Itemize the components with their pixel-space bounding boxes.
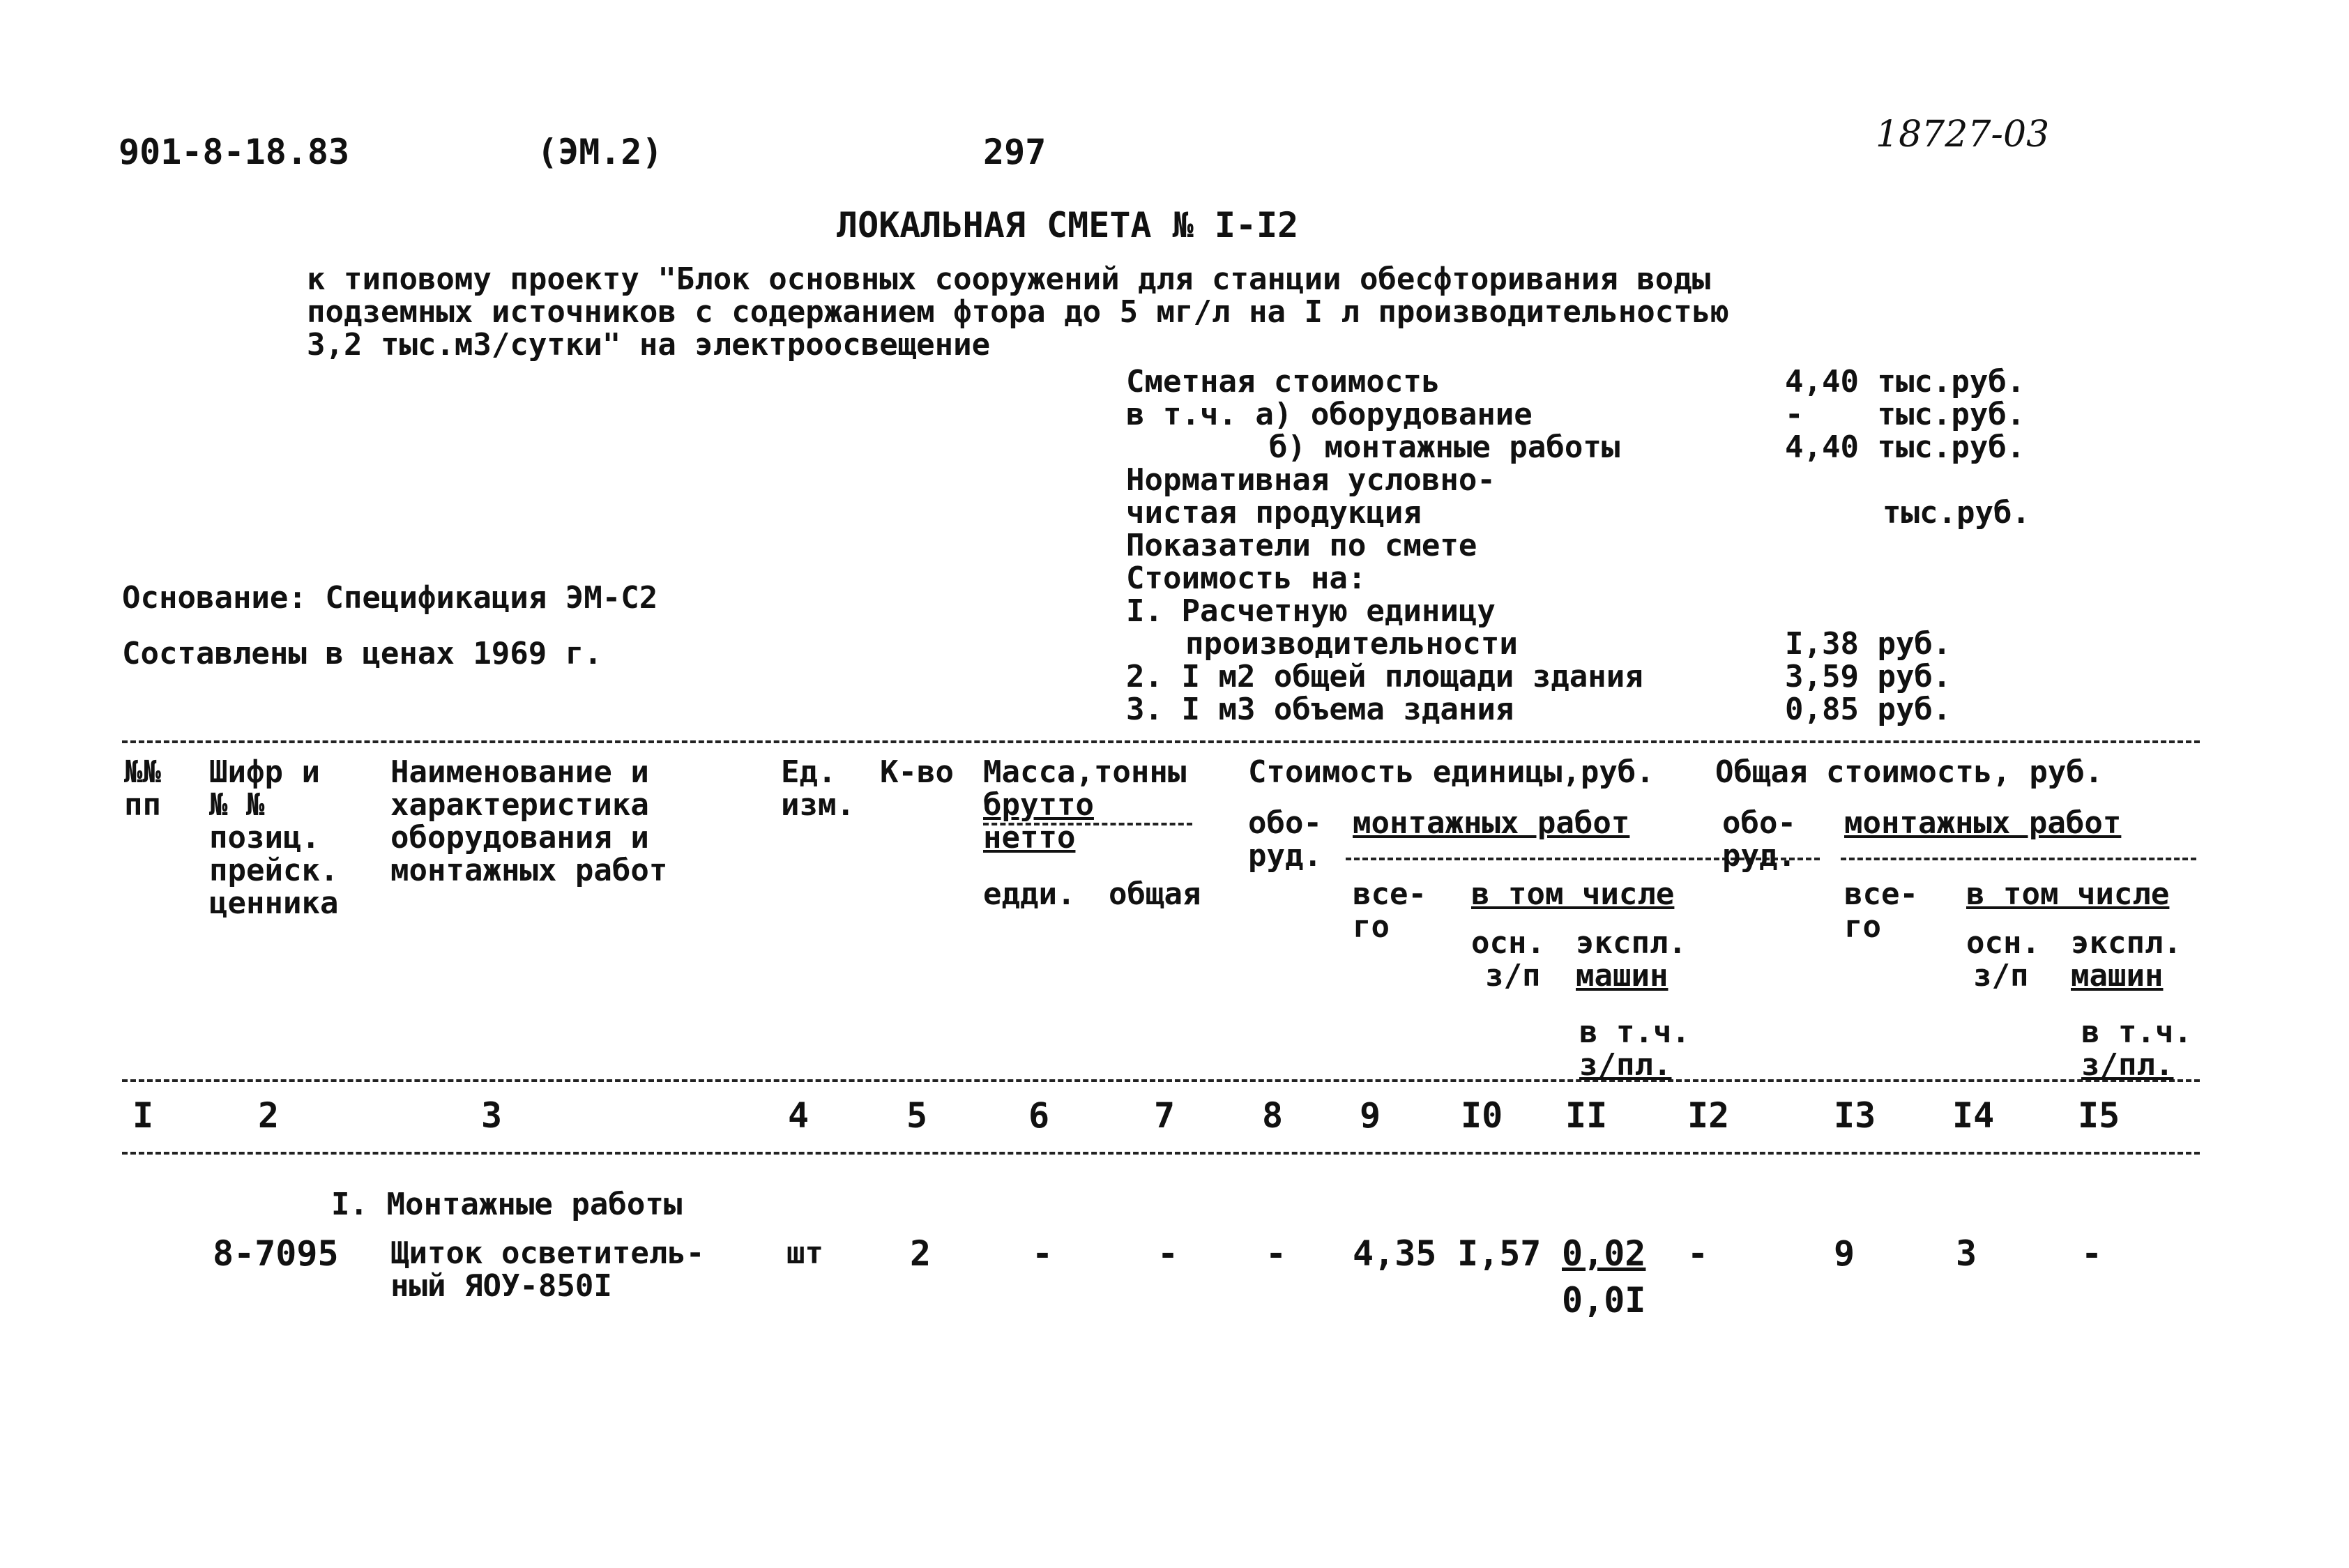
col-o-equip-h2: руд.: [1722, 838, 1796, 874]
row-install-total: 4,35: [1353, 1233, 1437, 1274]
indicators-label: Показатели по смете: [1126, 528, 1477, 563]
col-equip-h2: руд.: [1248, 838, 1322, 874]
col-wage-h1: в т.ч.: [1579, 1014, 1690, 1050]
row-mass-unit: -: [1032, 1233, 1054, 1274]
album-number: (ЭМ.2): [537, 132, 663, 172]
col-number-12: I2: [1687, 1095, 1730, 1136]
col-name-h3: оборудования и: [390, 820, 649, 855]
section-title: I. Монтажные работы: [331, 1187, 683, 1222]
col-number-6: 6: [1028, 1095, 1050, 1136]
col-number-4: 4: [788, 1095, 809, 1136]
overall-install-subrule: [1841, 858, 2196, 860]
row-mass-total: -: [1157, 1233, 1179, 1274]
col-o-wage-h1: в т.ч.: [2081, 1014, 2192, 1050]
row-exploit-wage: 0,0I: [1562, 1280, 1646, 1320]
row-name-2: ный ЯОУ-850I: [390, 1268, 612, 1304]
col-mass-netto: нетто: [983, 820, 1076, 855]
row-unit: шт: [786, 1235, 823, 1271]
cost-on-label: Стоимость на:: [1126, 561, 1367, 596]
col-o-total-h2: го: [1844, 909, 1881, 945]
col-wage-h2: з/пл.: [1579, 1047, 1672, 1083]
row-equip-unit: -: [1265, 1233, 1287, 1274]
installation-value: 4,40 тыс.руб.: [1785, 429, 2025, 465]
row-overall-exploit: -: [2081, 1233, 2103, 1274]
normative-label-1: Нормативная условно-: [1126, 462, 1496, 498]
indicator-1-label-b: производительности: [1185, 626, 1518, 662]
col-incl-h: в том числе: [1471, 876, 1675, 912]
col-number-7: 7: [1154, 1095, 1176, 1136]
col-name-h1: Наименование и: [390, 754, 649, 790]
intro-line-1: к типовому проекту "Блок основных сооружений для станции обесфторивания воды: [307, 261, 1711, 297]
col-unit-h2: изм.: [781, 787, 855, 823]
intro-line-3: 3,2 тыс.м3/сутки" на электроосвещение: [307, 327, 991, 363]
col-equip-h1: обо-: [1248, 805, 1322, 841]
installation-label: б) монтажные работы: [1269, 429, 1620, 465]
col-number-5: 5: [906, 1095, 928, 1136]
col-code-h1: Шифр и: [209, 754, 320, 790]
col-number-14: I4: [1952, 1095, 1995, 1136]
col-o-exploit-h2: машин: [2071, 958, 2164, 994]
document-code: 901-8-18.83: [119, 132, 350, 172]
col-o-wage-h2: з/пл.: [2081, 1047, 2174, 1083]
col-base-h1: осн.: [1471, 925, 1545, 961]
indicator-2-label: 2. I м2 общей площади здания: [1126, 659, 1643, 694]
col-o-incl-h: в том числе: [1966, 876, 2170, 912]
col-num-h2: пп: [124, 787, 161, 823]
col-o-base-h1: осн.: [1966, 925, 2040, 961]
page-number: 297: [983, 132, 1047, 172]
col-name-h4: монтажных работ: [390, 853, 668, 888]
col-mass-brutto: брутто: [983, 787, 1094, 823]
basis-line-1: Основание: Спецификация ЭМ-С2: [122, 580, 658, 616]
normative-label-2: чистая продукция: [1126, 495, 1422, 531]
estimated-cost-label: Сметная стоимость: [1126, 364, 1440, 399]
col-total-h1: все-: [1353, 876, 1427, 912]
col-exploit-h2: машин: [1576, 958, 1668, 994]
page-title: ЛОКАЛЬНАЯ СМЕТА № I-I2: [837, 205, 1299, 245]
col-exploit-h1: экспл.: [1576, 925, 1687, 961]
col-unit-cost-h: Стоимость единицы,руб.: [1248, 754, 1655, 790]
table-header-rule: [122, 1079, 2200, 1082]
col-number-8: 8: [1262, 1095, 1284, 1136]
col-base-h2: з/п: [1485, 958, 1541, 994]
col-o-exploit-h1: экспл.: [2071, 925, 2182, 961]
basis-line-2: Составлены в ценах 1969 г.: [122, 636, 602, 671]
indicator-3-value: 0,85 руб.: [1785, 692, 1952, 727]
col-number-11: II: [1565, 1095, 1608, 1136]
row-overall-base: 3: [1956, 1233, 1977, 1274]
row-overall-total: 9: [1834, 1233, 1855, 1274]
col-number-2: 2: [258, 1095, 280, 1136]
indicator-1-label-a: I. Расчетную единицу: [1126, 593, 1496, 629]
col-code-h5: ценника: [209, 885, 339, 921]
col-total-h2: го: [1353, 909, 1390, 945]
col-mass-total: общая: [1109, 876, 1201, 912]
col-number-13: I3: [1834, 1095, 1876, 1136]
col-number-10: I0: [1461, 1095, 1503, 1136]
row-qty: 2: [910, 1233, 932, 1274]
col-name-h2: характеристика: [390, 787, 649, 823]
col-number-15: I5: [2078, 1095, 2120, 1136]
col-o-equip-h1: обо-: [1722, 805, 1796, 841]
equipment-value: - тыс.руб.: [1785, 397, 2025, 432]
col-num-h1: №№: [124, 754, 161, 790]
indicator-1-value: I,38 руб.: [1785, 626, 1952, 662]
table-numbers-rule: [122, 1152, 2200, 1155]
col-qty-h: К-во: [880, 754, 954, 790]
col-o-install-h: монтажных работ: [1844, 805, 2122, 841]
col-o-base-h2: з/п: [1973, 958, 2029, 994]
table-top-rule: [122, 740, 2200, 743]
row-code: 8-7095: [213, 1233, 339, 1274]
col-code-h2: № №: [209, 787, 265, 823]
indicator-2-value: 3,59 руб.: [1785, 659, 1952, 694]
handwritten-number: 18727-03: [1876, 114, 2050, 155]
equipment-label: в т.ч. а) оборудование: [1126, 397, 1533, 432]
indicator-3-label: 3. I м3 объема здания: [1126, 692, 1514, 727]
col-number-1: I: [132, 1095, 154, 1136]
intro-line-2: подземных источников с содержанием фтора до 5 мг/л на I л производительностью: [307, 294, 1729, 330]
col-mass-unit: едди.: [983, 876, 1076, 912]
col-install-h: монтажных работ: [1353, 805, 1630, 841]
row-exploit: 0,02: [1562, 1233, 1646, 1274]
col-code-h4: прейск.: [209, 853, 339, 888]
row-name-1: Щиток осветитель-: [390, 1235, 705, 1271]
normative-value: тыс.руб.: [1883, 495, 2030, 531]
col-mass-h: Масса,тонны: [983, 754, 1187, 790]
col-unit-h1: Ед.: [781, 754, 837, 790]
col-o-total-h1: все-: [1844, 876, 1918, 912]
col-overall-h: Общая стоимость, руб.: [1715, 754, 2104, 790]
row-base-wage: I,57: [1457, 1233, 1542, 1274]
estimated-cost-value: 4,40 тыс.руб.: [1785, 364, 2025, 399]
row-overall-equip: -: [1687, 1233, 1709, 1274]
col-number-3: 3: [481, 1095, 503, 1136]
col-code-h3: позиц.: [209, 820, 320, 855]
col-number-9: 9: [1360, 1095, 1381, 1136]
